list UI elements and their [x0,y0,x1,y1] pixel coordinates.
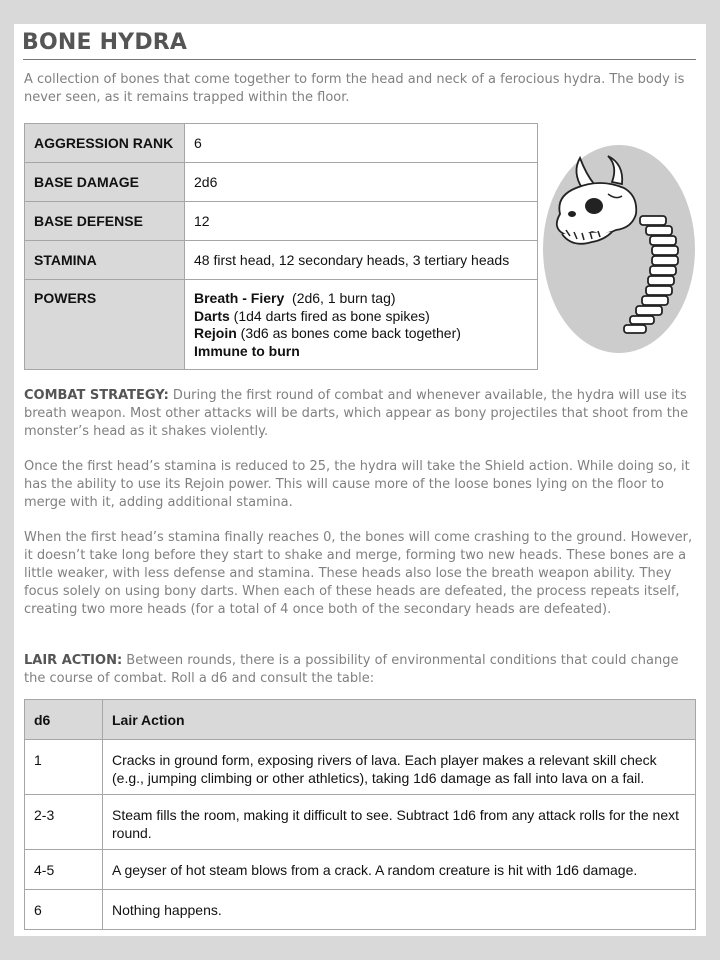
table-row [25,850,696,890]
stat-row [25,202,538,241]
stat-value: 48 first head, 12 secondary heads, 3 tertiary heads [185,241,538,280]
power-detail: (3d6 as bones come back together) [236,325,461,341]
action-cell: A geyser of hot steam blows from a crack. A random creature is hit with 1d6 damage. [103,850,696,890]
power-detail: (1d4 darts fired as bone spikes) [229,307,430,324]
roll-cell: 4-5 [25,850,103,890]
stat-row [25,124,538,163]
stat-label: POWERS [25,280,185,370]
action-cell: Steam fills the room, making it difficult to see. Subtract 1d6 from any attack rolls for the next round. [103,795,696,850]
stat-label: AGGRESSION RANK [25,124,185,163]
power-item [194,343,528,361]
stat-row [25,241,538,280]
bone-hydra-illustration [542,144,696,354]
stat-value: 6 [185,124,538,163]
heads-paragraph: When the first head’s stamina finally reaches 0, the bones will come crashing to the ground. However, it doesn’t take long before they start to shake and merge, forming two new heads. These bones are a little weaker, with less defense and stamina. These heads also lose the breath weapon ability. They focus solely on using bony darts. When each of these heads are defeated, the process repeats itself, creating two more heads (for a total of 4 once both of the secondary heads are defeated). [24,530,693,617]
action-cell: Nothing happens. [103,890,696,930]
stat-table [24,123,538,370]
power-item [194,325,528,343]
lair-action-text [24,652,699,688]
intro-text: A collection of bones that come together to form the head and neck of a ferocious hydra. The body is never seen, as it remains trapped within the floor. [24,72,685,105]
lair-action-heading: LAIR ACTION: [24,653,123,668]
power-name: Breath - Fiery [194,290,285,306]
title-divider [23,59,696,60]
column-header: Lair Action [103,700,696,740]
power-name: Immune to burn [194,342,300,359]
power-name: Rejoin [194,325,237,341]
roll-cell: 1 [25,740,103,795]
page-title: BONE HYDRA [22,30,188,55]
power-detail: (2d6, 1 burn tag) [284,290,396,306]
roll-cell: 2-3 [25,795,103,850]
stat-value: 12 [185,202,538,241]
page [14,24,706,936]
power-item [194,308,528,326]
lair-action-table [24,699,696,930]
stat-row [25,163,538,202]
power-name: Darts [194,307,230,324]
stat-label: BASE DAMAGE [25,163,185,202]
table-row [25,740,696,795]
powers-row [25,280,538,370]
table-header-row [25,700,696,740]
stat-value: 2d6 [185,163,538,202]
combat-strategy-heading: COMBAT STRATEGY: [24,388,169,403]
action-cell: Cracks in ground form, exposing rivers of lava. Each player makes a relevant skill check (e.g., jumping climbing or other athletics), taking 1d6 damage as fall into lava on a fail. [103,740,696,795]
column-header: d6 [25,700,103,740]
stat-label: STAMINA [25,241,185,280]
table-row [25,795,696,850]
combat-strategy-text [24,387,699,441]
roll-cell: 6 [25,890,103,930]
stamina-paragraph: Once the first head’s stamina is reduced to 25, the hydra will take the Shield action. While doing so, it has the ability to use its Rejoin power. This will cause more of the loose bones lying on the floor to merge with it, adding additional stamina. [24,459,690,510]
lair-action-body: Between rounds, there is a possibility of environmental conditions that could change the course of combat. Roll a d6 and consult the table: [24,653,679,686]
table-row [25,890,696,930]
combat-strategy-body: During the first round of combat and whenever available, the hydra will use its breath weapon. Most other attacks will be darts, which appear as bony projectiles that shoot from the monster’s head as it shakes violently. [24,388,689,439]
stat-label: BASE DEFENSE [25,202,185,241]
power-item [194,290,528,308]
powers-list [185,280,538,370]
